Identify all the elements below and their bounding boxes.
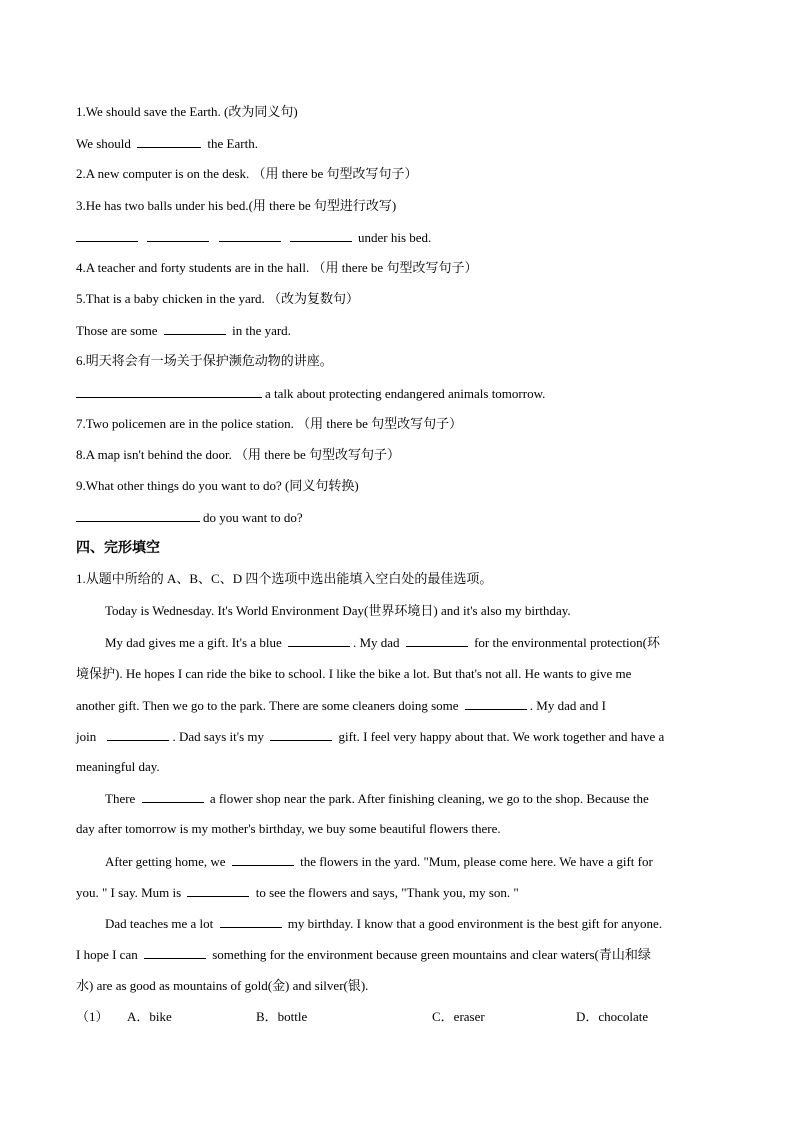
cloze-blank-2[interactable] — [406, 634, 468, 647]
answer-9-suffix: do you want to do? — [203, 510, 303, 525]
answer-line-5 — [76, 322, 291, 339]
cloze-blank-3[interactable] — [465, 697, 527, 710]
option-a[interactable]: A．bike — [127, 1009, 172, 1024]
passage-line-1: Today is Wednesday. It's World Environment Day(世界环境日) and it's also my birthday. — [105, 603, 571, 618]
passage-text: another gift. Then we go to the park. There are some cleaners doing some — [76, 698, 459, 713]
cloze-blank-6[interactable] — [142, 790, 204, 803]
passage-line-5 — [76, 728, 664, 745]
question-9: 9.What other things do you want to do? (同义句转换) — [76, 478, 359, 493]
passage-text: for the environmental protection(环 — [474, 635, 660, 650]
answer-1-blank[interactable] — [137, 135, 201, 148]
passage-line-13: 水) are as good as mountains of gold(金) and silver(银). — [76, 978, 369, 993]
answer-5-blank[interactable] — [164, 322, 226, 335]
answer-line-9 — [76, 509, 303, 526]
question-1: 1.We should save the Earth. (改为同义句) — [76, 104, 298, 119]
answer-3-suffix: under his bed. — [358, 230, 432, 245]
question-5: 5.That is a baby chicken in the yard. （改为复数句） — [76, 291, 360, 306]
answer-6-suffix: a talk about protecting endangered animals tomorrow. — [265, 386, 546, 401]
option-question-number: （1） — [76, 1009, 109, 1024]
section-heading: 四、完形填空 — [76, 540, 160, 556]
passage-line-9 — [105, 853, 653, 870]
passage-text: something for the environment because green mountains and clear waters(青山和绿 — [212, 947, 651, 962]
question-4: 4.A teacher and forty students are in the hall. （用 there be 句型改写句子） — [76, 260, 478, 275]
answer-line-6 — [76, 385, 545, 402]
option-b[interactable]: B．bottle — [256, 1009, 308, 1024]
passage-text: . Dad says it's my — [172, 729, 265, 744]
question-2: 2.A new computer is on the desk. （用 there be 句型改写句子） — [76, 166, 418, 181]
answer-3-blank-3[interactable] — [219, 229, 281, 242]
passage-text: My dad gives me a gift. It's a blue — [105, 635, 282, 650]
answer-1-prefix: We should — [76, 136, 131, 151]
passage-text: . My dad and I — [529, 698, 606, 713]
passage-text: After getting home, we — [105, 854, 226, 869]
passage-text: I hope I can — [76, 947, 138, 962]
answer-1-suffix: the Earth. — [207, 136, 258, 151]
passage-text: my birthday. I know that a good environment is the best gift for anyone. — [287, 916, 663, 931]
cloze-blank-9[interactable] — [220, 915, 282, 928]
question-6: 6.明天将会有一场关于保护濒危动物的讲座。 — [76, 353, 333, 368]
answer-line-3 — [76, 229, 431, 246]
passage-text: a flower shop near the park. After finishing cleaning, we go to the shop. Because the — [209, 791, 649, 806]
passage-line-10 — [76, 884, 519, 901]
passage-line-2 — [105, 634, 660, 651]
passage-text: gift. I feel very happy about that. We work together and have a — [338, 729, 665, 744]
answer-6-blank[interactable] — [76, 385, 262, 398]
question-7: 7.Two policemen are in the police station. （用 there be 句型改写句子） — [76, 416, 463, 431]
question-8: 8.A map isn't behind the door. （用 there be 句型改写句子） — [76, 447, 401, 462]
passage-text: There — [105, 791, 136, 806]
option-c[interactable]: C．eraser — [432, 1009, 485, 1024]
passage-line-4 — [76, 697, 606, 714]
passage-line-3: 境保护). He hopes I can ride the bike to school. I like the bike a lot. But that's not all. He wants to give me — [76, 666, 632, 681]
answer-5-suffix: in the yard. — [232, 323, 291, 338]
cloze-blank-10[interactable] — [144, 946, 206, 959]
passage-line-11 — [105, 915, 662, 932]
passage-text: join — [76, 729, 97, 744]
section-instruction: 1.从题中所给的 A、B、C、D 四个选项中选出能填入空白处的最佳选项。 — [76, 571, 493, 586]
passage-line-12 — [76, 946, 651, 963]
passage-line-7 — [105, 790, 649, 807]
answer-9-blank[interactable] — [76, 509, 200, 522]
passage-text: to see the flowers and says, "Thank you, my son. " — [255, 885, 519, 900]
passage-line-8: day after tomorrow is my mother's birthday, we buy some beautiful flowers there. — [76, 821, 501, 836]
answer-3-blank-4[interactable] — [290, 229, 352, 242]
answer-line-1 — [76, 135, 258, 152]
passage-text: the flowers in the yard. "Mum, please come here. We have a gift for — [300, 854, 653, 869]
option-d[interactable]: D．chocolate — [576, 1009, 649, 1024]
cloze-blank-5[interactable] — [270, 728, 332, 741]
cloze-blank-8[interactable] — [187, 884, 249, 897]
cloze-blank-4[interactable] — [107, 728, 169, 741]
question-3: 3.He has two balls under his bed.(用 there be 句型进行改写) — [76, 198, 397, 213]
passage-text: you. " I say. Mum is — [76, 885, 182, 900]
cloze-blank-7[interactable] — [232, 853, 294, 866]
passage-line-6: meaningful day. — [76, 759, 160, 774]
answer-5-prefix: Those are some — [76, 323, 158, 338]
answer-3-blank-2[interactable] — [147, 229, 209, 242]
answer-3-blank-1[interactable] — [76, 229, 138, 242]
passage-text: . My dad — [352, 635, 400, 650]
cloze-blank-1[interactable] — [288, 634, 350, 647]
passage-text: Dad teaches me a lot — [105, 916, 214, 931]
